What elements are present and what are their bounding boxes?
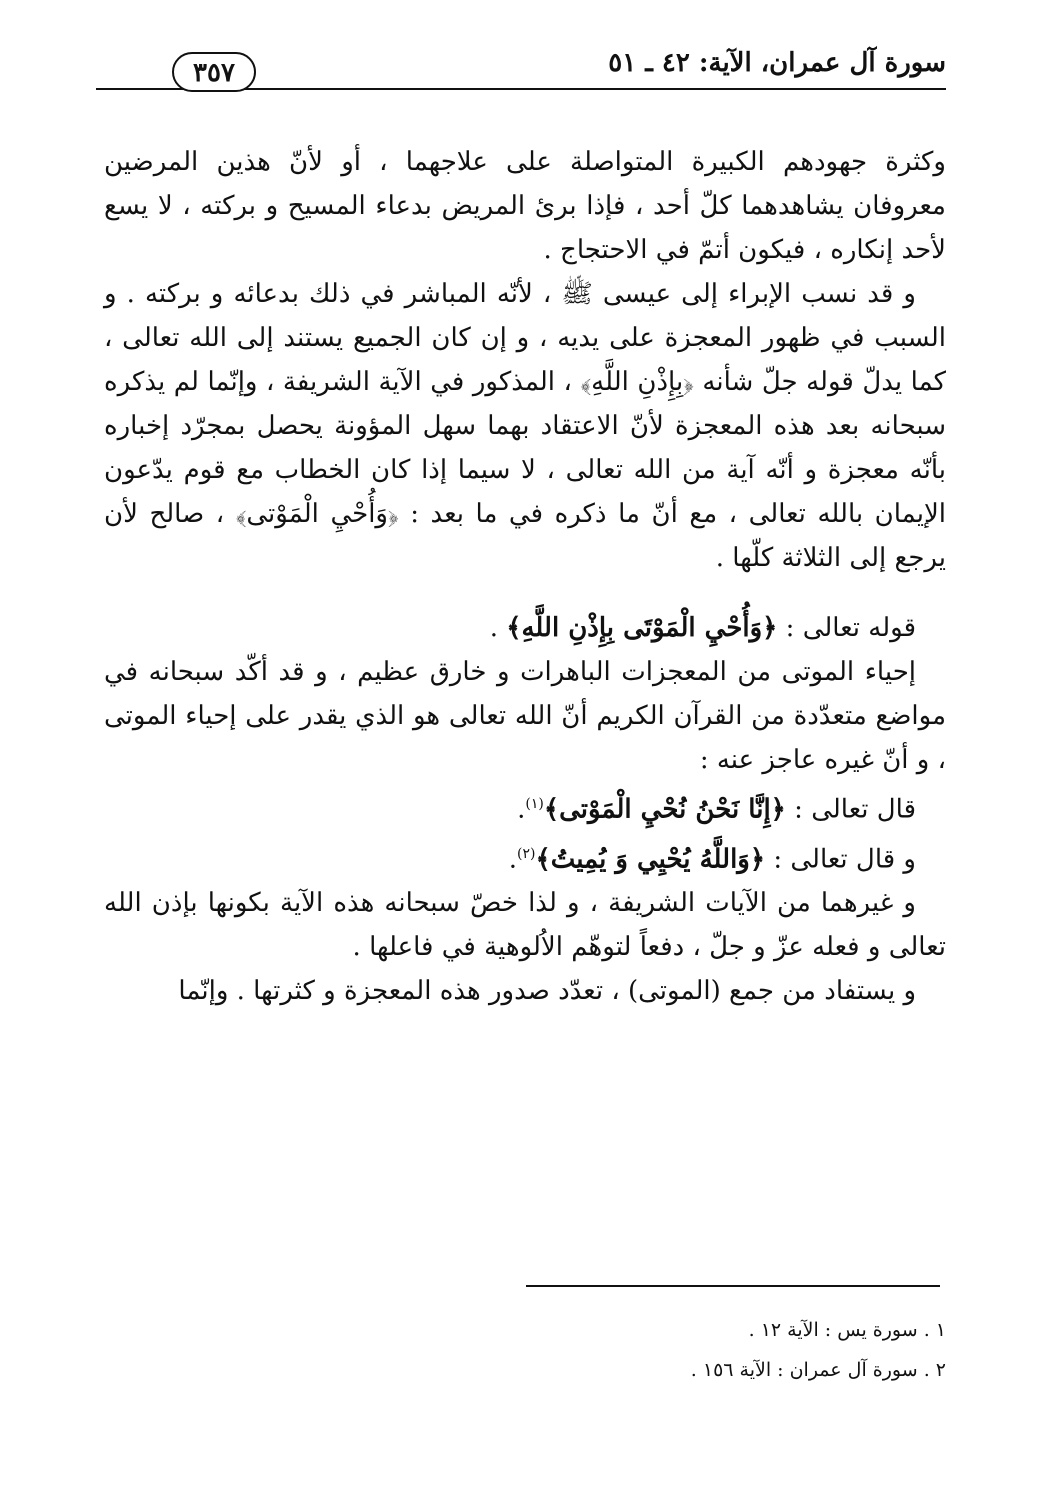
quote-2-suffix: . [508,844,517,875]
footnotes [104,1310,946,1390]
page-header [96,38,946,92]
verse-quote-1 [104,782,946,832]
heading-suffix: . [489,613,507,643]
page-number-badge: ٣٥٧ [172,52,256,92]
footnote-2: ٢ . سورة آل عمران : الآية ١٥٦ . [690,1359,946,1381]
footnote-1: ١ . سورة يس : الآية ١٢ . [748,1319,946,1341]
footnote-rule [526,1285,940,1287]
paragraph-8: و يستفاد من جمع (الموتى) ، تعدّد صدور هذه المعجزة و كثرتها . وإنّما [178,976,916,1007]
section-heading [104,606,946,650]
quote-2-verse: ﴿وَاللَّهُ يُحْيِي وَ يُمِيتُ﴾ [535,844,766,875]
section-gap [104,580,946,606]
verse-quote-2 [104,832,946,882]
quote-1-prefix: قال تعالى : [785,794,916,825]
heading-verse: ﴿وَأُحْيِ الْمَوْتَى بِإِذْنِ اللَّهِ﴾ [506,613,778,643]
paragraph-2: و قد نسب الإبراء إلى عيسى ﷺ ، لأنّه المباشر في ذلك بدعائه و بركته . و السبب في ظهور المعجزة على يديه ، و إن كان الجميع يستند إلى الله تعالى ، كما يدلّ قوله جلّ شأنه ﴿بِإِذْنِ اللَّهِ﴾ ، المذكور في الآية الشريفة ، وإنّما لم يذكره سبحانه بعد هذه المعجزة لأنّ الاعتقاد بهما سهل المؤونة يحصل بمجرّد إخباره بأنّه معجزة و أنّه آية من الله تعالى ، لا سيما إذا كان الخطاب مع قوم يدّعون الإيمان بالله تعالى ، مع أنّ ما ذكره في ما بعد : ﴿وَأُحْيِ الْمَوْتى﴾ ، صالح لأن يرجع إلى الثلاثة كلّها . [104,279,946,573]
footnote-ref-1[interactable]: (١) [525,796,544,812]
paragraph-7: و غيرهما من الآيات الشريفة ، و لذا خصّ سبحانه هذه الآية بكونها بإذن الله تعالى و فعله عزّ و جلّ ، دفعاً لتوهّم الاُلوهية في فاعلها . [104,888,946,963]
running-title: سورة آل عمران، الآية: ٤٢ ـ ٥١ [608,48,946,78]
quote-1-suffix: . [517,794,526,825]
main-text [104,140,946,1013]
paragraph-1: وكثرة جهودهم الكبيرة المتواصلة على علاجهما ، أو لأنّ هذين المرضين معروفان يشاهدهما كلّ أحد ، فإذا برئ المريض بدعاء المسيح و بركته ، لا يسع لأحد إنكاره ، فيكون أتمّ في الاحتجاج . [104,147,946,265]
quote-2-prefix: و قال تعالى : [765,844,916,875]
footnote-ref-2[interactable]: (٢) [517,845,536,862]
quote-1-verse: ﴿إِنَّا نَحْنُ نُحْيِ الْمَوْتى﴾ [543,794,786,825]
heading-prefix: قوله تعالى : [777,613,916,643]
paragraph-4: إحياء الموتى من المعجزات الباهرات و خارق عظيم ، و قد أكّد سبحانه في مواضع متعدّدة من القرآن الكريم أنّ الله تعالى هو الذي يقدر على إحياء الموتى ، و أنّ غيره عاجز عنه : [104,657,946,775]
